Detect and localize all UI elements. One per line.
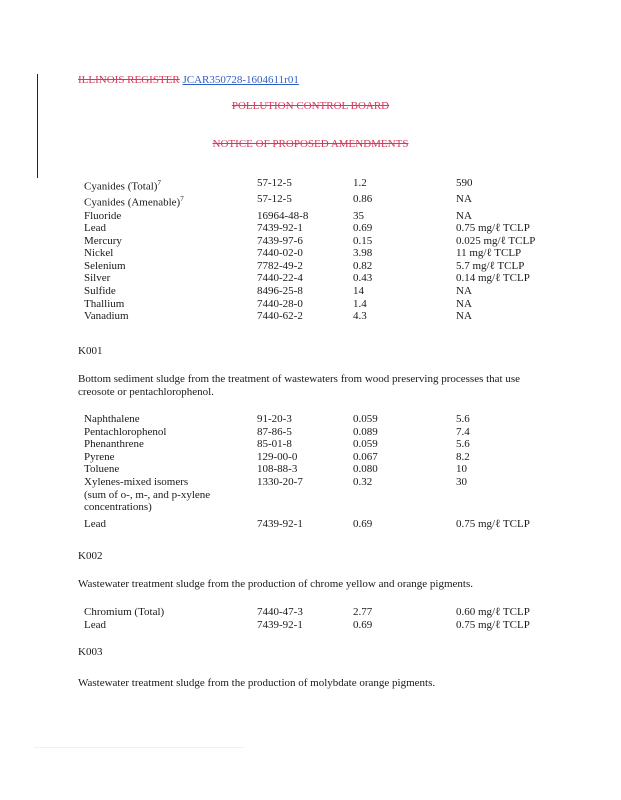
table-row: Nickel 7440-02-0 3.98 11 mg/ℓ TCLP (84, 247, 522, 260)
table-row: (sum of o-, m-, and p-xylene (84, 488, 211, 501)
k002-constituents-table (84, 606, 556, 631)
table-row: Phenanthrene 85-01-8 0.059 5.6 (84, 438, 470, 451)
table-row: Naphthalene 91-20-3 0.059 5.6 (84, 413, 470, 425)
notice-title-struck: NOTICE OF PROPOSED AMENDMENTS (212, 138, 409, 150)
notice-header (0, 138, 621, 150)
register-header (78, 74, 299, 86)
waste-code-k002: K002 (78, 550, 103, 562)
k001-constituents-table (84, 413, 556, 530)
table-row: Sulfide 8496-25-8 14 NA (84, 285, 472, 298)
table-row: Vanadium 7440-62-2 4.3 NA (84, 310, 472, 323)
footnote-ref: 7 (157, 179, 161, 187)
table-row: Pentachlorophenol 87-86-5 0.089 7.4 (84, 425, 470, 438)
footnote-ref: 7 (180, 195, 184, 204)
waste-code-k001: K001 (78, 345, 103, 357)
table-row: Pyrene 129-00-0 0.067 8.2 (84, 450, 470, 463)
table-row: Lead 7439-92-1 0.69 0.75 mg/ℓ TCLP (84, 222, 530, 235)
k003-description: Wastewater treatment sludge from the production of molybdate orange pigments. (78, 677, 436, 689)
board-title-struck: POLLUTION CONTROL BOARD (231, 100, 390, 112)
table-row: Mercury 7439-97-6 0.15 0.025 mg/ℓ TCLP (84, 234, 536, 247)
table-row: Lead 7439-92-1 0.69 0.75 mg/ℓ TCLP (84, 517, 530, 530)
footer-divider (34, 747, 244, 748)
constituents-table-continued (84, 177, 556, 323)
board-header (0, 100, 621, 112)
table-row: Cyanides (Total)$^7$ 57-12-5 1.2 590 (84, 177, 473, 193)
waste-code-k003: K003 (78, 646, 103, 658)
table-row: Toluene 108-88-3 0.080 10 (84, 463, 467, 476)
table-row: Lead 7439-92-1 0.69 0.75 mg/ℓ TCLP (84, 618, 530, 631)
register-title-struck: ILLINOIS REGISTER (78, 74, 180, 86)
table-row: Chromium (Total) 7440-47-3 2.77 0.60 mg/ℓ TCLP (84, 606, 530, 618)
revision-change-bar (37, 74, 38, 178)
table-row: Silver 7440-22-4 0.43 0.14 mg/ℓ TCLP (84, 272, 530, 285)
table-row: concentrations) (84, 501, 152, 514)
table-row: Selenium 7782-49-2 0.82 5.7 mg/ℓ TCLP (84, 259, 525, 272)
table-row: Thallium 7440-28-0 1.4 NA (84, 297, 472, 310)
k002-description: Wastewater treatment sludge from the production of chrome yellow and orange pigments. (78, 578, 473, 590)
table-row: Cyanides (Amenable)$^7$ 57-12-5 0.86 NA (84, 193, 472, 209)
table-row: Xylenes-mixed isomers 1330-20-7 0.32 30 (84, 475, 467, 488)
table-row: Fluoride 16964-48-8 35 NA (84, 209, 472, 222)
k001-description: Bottom sediment sludge from the treatment of wastewaters from wood preserving processes that use creosote or pentachlorophenol. (78, 373, 521, 398)
jcar-code-inserted: JCAR350728-1604611r01 (182, 74, 299, 86)
